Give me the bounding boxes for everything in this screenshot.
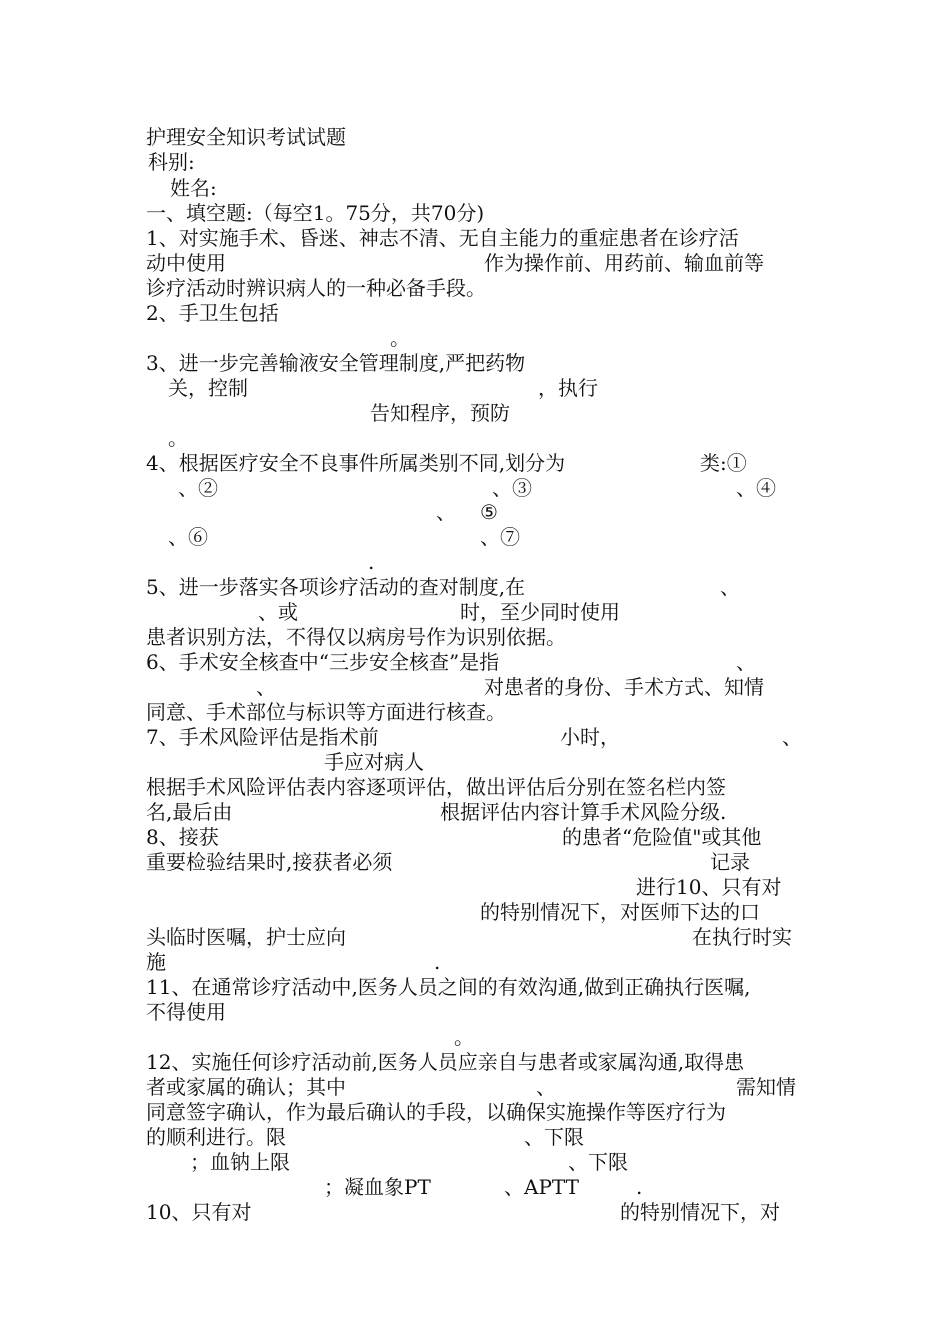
text-line — [0, 575, 950, 599]
text-line — [0, 500, 950, 524]
text-segment: 诊疗活动时辨识病人的一种必备手段。 — [146, 276, 486, 300]
text-line — [0, 301, 950, 325]
text-segment: 、 — [256, 675, 276, 699]
text-segment: 4、根据医疗安全不良事件所属类别不同,划分为 — [146, 451, 566, 475]
text-line — [0, 451, 950, 475]
text-segment: 告知程序，预防 — [370, 401, 510, 425]
text-segment: 、③ — [492, 476, 532, 500]
text-segment: 、下限 — [568, 1150, 628, 1174]
text-line — [0, 1025, 950, 1049]
text-segment: 对患者的身份、手术方式、知情 — [484, 675, 764, 699]
text-line — [0, 1175, 950, 1199]
text-segment: 、或 — [258, 600, 298, 624]
text-segment: 动中使用 — [146, 251, 226, 275]
text-line — [0, 1100, 950, 1124]
text-segment: 、② — [178, 476, 218, 500]
text-line — [0, 150, 950, 174]
text-line — [0, 376, 950, 400]
text-line — [0, 226, 950, 250]
text-segment: 的特别情况下，对 — [620, 1200, 780, 1224]
text-segment: 患者识别方法，不得仅以病房号作为识别依据。 — [146, 625, 566, 649]
text-segment: 小时， — [560, 725, 620, 749]
text-line — [0, 825, 950, 849]
text-line — [0, 650, 950, 674]
text-segment: 进行10、只有对 — [636, 875, 782, 899]
text-segment: 头临时医嘱，护士应向 — [146, 925, 346, 949]
text-segment: 同意签字确认，作为最后确认的手段，以确保实施操作等医疗行为 — [146, 1100, 726, 1124]
text-line — [0, 1075, 950, 1099]
text-segment: ；血钠上限 — [190, 1150, 290, 1174]
text-line — [0, 351, 950, 375]
text-segment: 3、进一步完善输液安全管理制度,严把药物 — [146, 351, 526, 375]
text-segment: 、 — [436, 500, 456, 524]
text-segment: 科别: — [148, 150, 195, 174]
text-segment: 、 — [536, 1075, 556, 1099]
text-segment: 。 — [168, 426, 188, 450]
text-segment: 的患者“危险值"或其他 — [562, 825, 762, 849]
text-line — [0, 600, 950, 624]
text-line — [0, 476, 950, 500]
text-segment: 12、实施任何诊疗活动前,医务人员应亲自与患者或家属沟通,取得患 — [146, 1050, 745, 1074]
text-segment: 关，控制 — [168, 376, 248, 400]
text-line — [0, 675, 950, 699]
text-segment: 施 — [146, 950, 166, 974]
text-line — [0, 525, 950, 549]
text-segment: ；凝血象PT — [324, 1175, 431, 1199]
text-segment: 姓名: — [170, 176, 217, 200]
text-line — [0, 850, 950, 874]
text-segment: 一、填空题:（每空1。75分，共70分) — [146, 201, 485, 225]
text-segment: 8、接获 — [146, 825, 219, 849]
text-segment: 重要检验结果时,接获者必须 — [146, 850, 393, 874]
text-line — [0, 975, 950, 999]
text-segment: . — [636, 1175, 643, 1199]
text-line — [0, 800, 950, 824]
text-segment: 6、手术安全核查中“三步安全核查”是指 — [146, 650, 500, 674]
text-segment: 记录 — [710, 850, 750, 874]
text-segment: 同意、手术部位与标识等方面进行核查。 — [146, 700, 506, 724]
text-segment: 在执行时实 — [692, 925, 792, 949]
text-line — [0, 550, 950, 574]
text-segment: 时，至少同时使用 — [460, 600, 620, 624]
text-segment: ⑤ — [480, 500, 498, 524]
text-segment: 。 — [390, 326, 410, 350]
text-segment: 、下限 — [524, 1125, 584, 1149]
text-line — [0, 1150, 950, 1174]
text-segment: 、⑦ — [480, 525, 520, 549]
text-line — [0, 1000, 950, 1024]
text-segment: 、④ — [736, 476, 776, 500]
text-line — [0, 125, 950, 149]
text-segment: 7、手术风险评估是指术前 — [146, 725, 379, 749]
text-segment: 者或家属的确认；其中 — [146, 1075, 346, 1099]
text-line — [0, 401, 950, 425]
text-segment: . — [368, 550, 375, 574]
text-segment: 的特别情况下，对医师下达的口 — [480, 900, 760, 924]
text-segment: 护理安全知识考试试题 — [146, 125, 346, 149]
text-segment: 根据评估内容计算手术风险分级. — [440, 800, 727, 824]
text-segment: 、 — [782, 725, 802, 749]
text-segment: 1、对实施手术、昏迷、神志不清、无自主能力的重症患者在诊疗活 — [146, 226, 739, 250]
text-line — [0, 176, 950, 200]
text-line — [0, 875, 950, 899]
text-line — [0, 1200, 950, 1224]
text-line — [0, 276, 950, 300]
text-line — [0, 625, 950, 649]
text-segment: 需知情 — [736, 1075, 796, 1099]
text-segment: 的顺利进行。限 — [146, 1125, 286, 1149]
text-segment: 。 — [454, 1025, 474, 1049]
text-segment: . — [434, 950, 441, 974]
text-line — [0, 725, 950, 749]
text-segment: 、⑥ — [168, 525, 208, 549]
text-segment: 、APTT — [504, 1175, 579, 1199]
text-segment: 作为操作前、用药前、输血前等 — [484, 251, 764, 275]
text-segment: ，执行 — [538, 376, 598, 400]
text-line — [0, 326, 950, 350]
text-segment: 2、手卫生包括 — [146, 301, 279, 325]
text-line — [0, 426, 950, 450]
text-segment: 5、进一步落实各项诊疗活动的查对制度,在 — [146, 575, 526, 599]
text-line — [0, 1125, 950, 1149]
text-line — [0, 925, 950, 949]
text-segment: 、 — [736, 650, 756, 674]
text-line — [0, 775, 950, 799]
text-line — [0, 900, 950, 924]
text-segment: 11、在通常诊疗活动中,医务人员之间的有效沟通,做到正确执行医嘱, — [146, 975, 751, 999]
text-line — [0, 251, 950, 275]
text-line — [0, 1050, 950, 1074]
text-segment: 类:① — [700, 451, 747, 475]
text-segment: 不得使用 — [146, 1000, 226, 1024]
text-line — [0, 700, 950, 724]
text-line — [0, 750, 950, 774]
text-segment: 手应对病人 — [324, 750, 424, 774]
text-segment: 名,最后由 — [146, 800, 233, 824]
text-segment: 、 — [720, 575, 740, 599]
text-segment: 根据手术风险评估表内容逐项评估，做出评估后分别在签名栏内签 — [146, 775, 726, 799]
text-line — [0, 201, 950, 225]
text-line — [0, 950, 950, 974]
text-segment: 10、只有对 — [146, 1200, 252, 1224]
